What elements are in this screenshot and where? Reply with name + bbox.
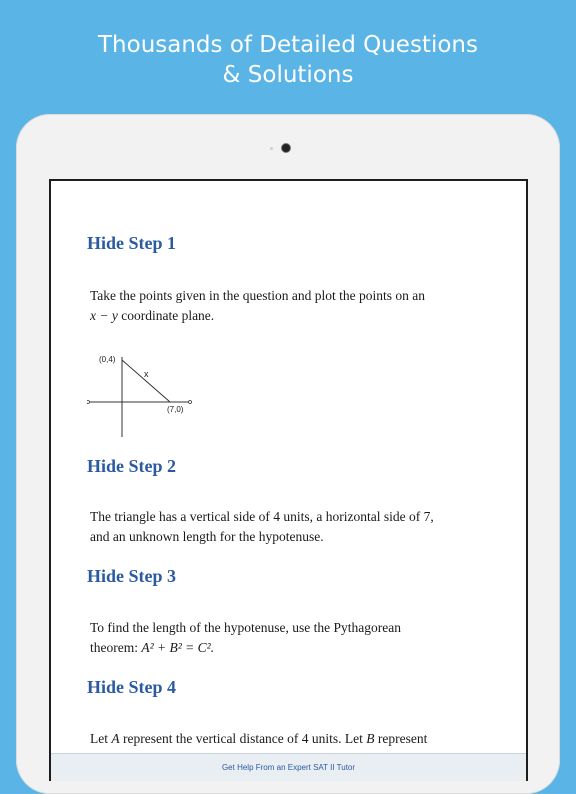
step-3-text-b: theorem:	[90, 640, 138, 655]
step-4-toggle[interactable]: Hide Step 4	[87, 677, 177, 697]
point-top-label: (0,4)	[99, 355, 116, 364]
step-1-text-b: coordinate plane.	[121, 308, 215, 323]
coordinate-graph	[87, 351, 207, 441]
step-2-text-a: The triangle has a vertical side of 4 units, a horizontal side of 7,	[90, 509, 434, 524]
step-4-text-b: represent the vertical distance of 4 units. Let	[123, 731, 363, 746]
footer-link[interactable]: Get Help From an Expert SAT II Tutor	[221, 763, 356, 772]
step-3-toggle[interactable]: Hide Step 3	[87, 566, 177, 586]
light-sensor	[270, 147, 273, 150]
step-3-text-a: To find the length of the hypotenuse, use the Pythagorean	[90, 620, 401, 635]
headline-line-1: Thousands of Detailed Questions	[98, 32, 478, 58]
front-camera	[282, 144, 290, 152]
step-4-var-a: A	[111, 731, 120, 746]
step-4-text-a: Let	[90, 731, 108, 746]
step-2-toggle[interactable]: Hide Step 2	[87, 456, 177, 476]
step-3-equation: A² + B² = C².	[141, 640, 215, 655]
hypotenuse-line	[122, 360, 170, 402]
step-2-text	[90, 507, 490, 547]
step-4-var-b: B	[366, 731, 375, 746]
step-1-math: x − y	[90, 308, 118, 323]
point-right-label: (7,0)	[167, 405, 184, 414]
step-1-toggle[interactable]: Hide Step 1	[87, 233, 177, 253]
promo-headline	[0, 30, 576, 90]
step-3-text	[90, 618, 490, 658]
step-4-text-c: represent	[377, 731, 428, 746]
step-1-text-a: Take the points given in the question and plot the points on an	[90, 288, 426, 303]
x-axis-left-end	[87, 401, 90, 404]
hypotenuse-label: x	[144, 369, 149, 379]
x-axis-right-end	[189, 401, 192, 404]
tablet-screen	[49, 179, 528, 781]
step-2-text-b: and an unknown length for the hypotenuse.	[90, 529, 324, 544]
headline-line-2: & Solutions	[222, 62, 354, 88]
step-1-text	[90, 286, 490, 326]
